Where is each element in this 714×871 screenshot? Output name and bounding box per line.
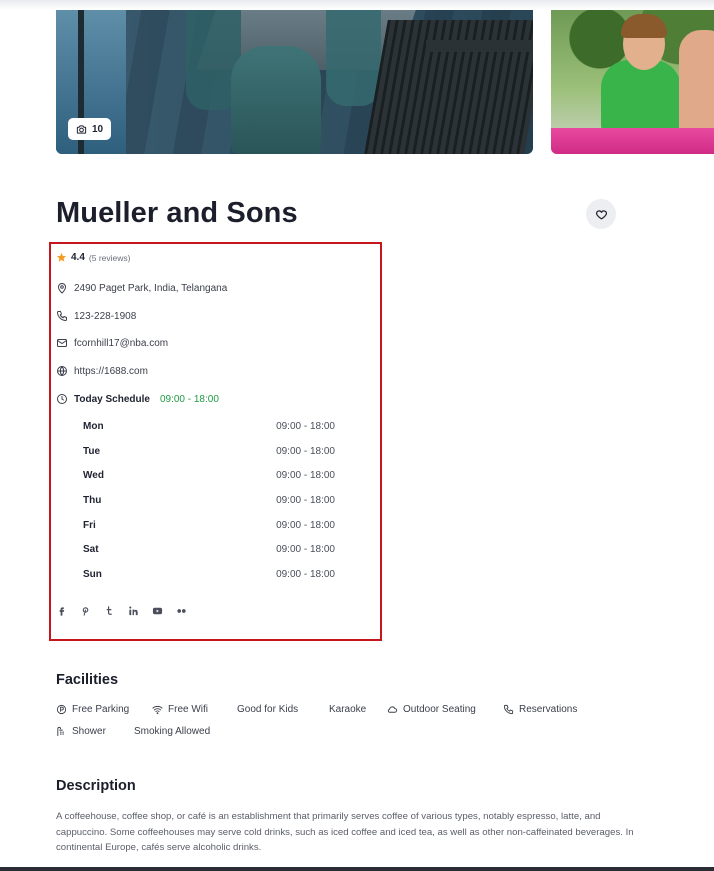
schedule-row: [83, 444, 335, 469]
listing-title: Mueller and Sons: [56, 197, 298, 229]
phone-text[interactable]: 123-228-1908: [74, 310, 137, 322]
schedule-day: Wed: [83, 470, 104, 482]
phone-icon: [503, 704, 514, 715]
flickr-icon[interactable]: [176, 605, 187, 616]
schedule-day: Sun: [83, 569, 102, 581]
camera-icon: [76, 124, 87, 135]
wifi-icon: [152, 704, 163, 715]
facility-label: Karaoke: [329, 704, 367, 715]
facility-label: Good for Kids: [237, 704, 299, 715]
top-shadow: [0, 0, 714, 10]
facility-free-wifi: [152, 704, 208, 715]
address-text: 2490 Paget Park, India, Telangana: [74, 282, 228, 294]
rating-score: 4.4: [71, 252, 85, 263]
social-links: [56, 605, 187, 616]
schedule-row: [83, 468, 335, 493]
facility-good-for-kids: [237, 704, 298, 715]
photo-gallery: [0, 10, 714, 154]
weekly-schedule: [83, 419, 335, 592]
bottom-bar: [0, 867, 714, 871]
website-row[interactable]: [56, 365, 148, 377]
linkedin-icon[interactable]: [128, 605, 139, 616]
today-schedule-row[interactable]: [56, 393, 219, 405]
youtube-icon[interactable]: [152, 605, 163, 616]
today-schedule-hours: 09:00 - 18:00: [159, 393, 219, 405]
today-schedule-label: Today Schedule: [74, 393, 150, 405]
cloud-icon: [387, 704, 398, 715]
schedule-hours: 09:00 - 18:00: [276, 519, 335, 531]
facility-label: Smoking Allowed: [134, 726, 211, 737]
schedule-hours: 09:00 - 18:00: [276, 445, 335, 457]
facility-karaoke: [329, 704, 366, 715]
clock-icon: [56, 393, 68, 405]
facility-label: Shower: [72, 726, 106, 737]
description-text: A coffeehouse, coffee shop, or café is an establishment that primarily serves coffee of various types, notably espresso, latte, and cappuccino. Some coffeehouses may serve cold drinks, such as iced coffee and iced tea, as well as other non-caffeinated beverages. In continental Europe, cafés serve alcoholic drinks.: [56, 811, 634, 853]
tumblr-icon[interactable]: [104, 605, 115, 616]
facility-label: Free Parking: [72, 704, 130, 715]
phone-icon: [56, 310, 68, 322]
schedule-hours: 09:00 - 18:00: [276, 495, 335, 507]
facilities-heading: Facilities: [56, 672, 119, 688]
schedule-row: [83, 419, 335, 444]
email-link[interactable]: fcornhill17@nba.com: [74, 337, 169, 349]
schedule-day: Thu: [83, 495, 102, 507]
description-heading: Description: [56, 778, 136, 794]
gallery-main-photo[interactable]: [56, 10, 533, 154]
website-link[interactable]: https://1688.com: [74, 365, 148, 377]
email-row[interactable]: [56, 337, 168, 349]
facebook-icon[interactable]: [56, 605, 67, 616]
schedule-row: [83, 493, 335, 518]
schedule-hours: 09:00 - 18:00: [276, 569, 335, 581]
shower-icon: [56, 726, 67, 737]
schedule-hours: 09:00 - 18:00: [276, 470, 335, 482]
pinterest-icon[interactable]: [80, 605, 91, 616]
schedule-day: Mon: [83, 421, 104, 432]
facility-label: Reservations: [519, 704, 578, 715]
address-row: [56, 282, 227, 294]
mail-icon: [56, 337, 68, 349]
parking-icon: [56, 704, 67, 715]
facility-smoking-allowed: [134, 726, 210, 737]
facility-label: Outdoor Seating: [403, 704, 476, 715]
schedule-day: Sat: [83, 544, 99, 556]
schedule-row: [83, 518, 335, 543]
schedule-row: [83, 542, 335, 567]
facility-free-parking: [56, 704, 129, 715]
facility-outdoor-seating: [387, 704, 476, 715]
schedule-day: Fri: [83, 519, 96, 531]
phone-row[interactable]: [56, 310, 136, 322]
star-icon: [56, 252, 67, 263]
heart-icon: [595, 208, 608, 221]
location-pin-icon: [56, 282, 68, 294]
facility-shower: [56, 726, 106, 737]
rating-reviews-link[interactable]: (5 reviews): [88, 252, 131, 263]
favorite-button[interactable]: [586, 199, 616, 229]
schedule-row: [83, 567, 335, 592]
globe-icon: [56, 365, 68, 377]
schedule-hours: 09:00 - 18:00: [276, 421, 335, 432]
gallery-side-photo[interactable]: [551, 10, 714, 154]
facility-reservations: [503, 704, 577, 715]
schedule-day: Tue: [83, 445, 101, 457]
facility-label: Free Wifi: [168, 704, 208, 715]
rating: [56, 252, 130, 263]
photo-count-badge[interactable]: [68, 118, 111, 140]
photo-count-value: 10: [92, 123, 104, 135]
schedule-hours: 09:00 - 18:00: [276, 544, 335, 556]
